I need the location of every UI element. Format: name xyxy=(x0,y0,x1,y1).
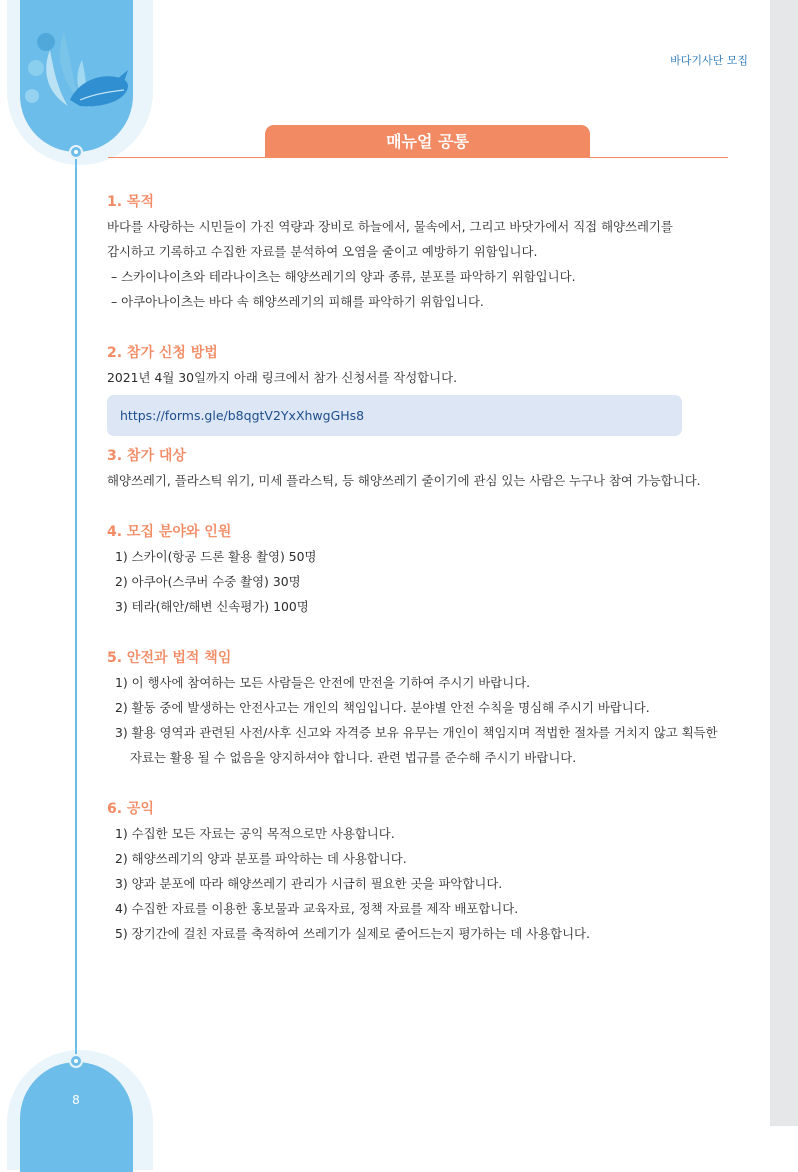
timeline-line xyxy=(75,152,77,1062)
public-item-5: 5) 장기간에 걸친 자료를 축적하여 쓰레기가 실제로 줄어드는지 평가하는 데 사용합니다. xyxy=(115,926,590,941)
purpose-line-1: 바다를 사랑하는 시민들이 가진 역량과 장비로 하늘에서, 물속에서, 그리고 바닷가에서 직접 해양쓰레기를 xyxy=(107,219,673,234)
timeline-dot-bottom xyxy=(69,1054,83,1068)
heading-application: 2. 참가 신청 방법 xyxy=(107,345,218,361)
timeline-dot-top xyxy=(69,145,83,159)
content xyxy=(107,190,737,946)
safety-item-1: 1) 이 행사에 참여하는 모든 사람들은 안전에 만전을 기하여 주시기 바랍니다. xyxy=(115,675,531,690)
heading-target: 3. 참가 대상 xyxy=(107,448,186,464)
recruitment-item-1: 1) 스카이(항공 드론 활용 촬영) 50명 xyxy=(115,549,317,564)
heading-recruitment: 4. 모집 분야와 인원 xyxy=(107,524,232,540)
right-margin-strip xyxy=(770,0,798,1126)
heading-public-interest: 6. 공익 xyxy=(107,801,154,817)
page-number: 8 xyxy=(72,1093,80,1107)
purpose-line-2: 감시하고 기록하고 수집한 자료를 분석하여 오염을 줄이고 예방하기 위함입니다. xyxy=(107,244,538,259)
bottom-tab xyxy=(20,1062,133,1172)
heading-purpose: 1. 목적 xyxy=(107,194,154,210)
purpose-bullet-2: – 아쿠아나이츠는 바다 속 해양쓰레기의 피해를 파악하기 위함입니다. xyxy=(111,294,484,309)
target-line: 해양쓰레기, 플라스틱 위기, 미세 플라스틱, 등 해양쓰레기 줄이기에 관심 있는 사람은 누구나 참여 가능합니다. xyxy=(107,473,701,488)
safety-item-2: 2) 활동 중에 발생하는 안전사고는 개인의 책임입니다. 분야별 안전 수칙을 명심해 주시기 바랍니다. xyxy=(115,700,650,715)
recruitment-item-2: 2) 아쿠아(스쿠버 수중 촬영) 30명 xyxy=(115,574,301,589)
public-item-4: 4) 수집한 자료를 이용한 홍보물과 교육자료, 정책 자료를 제작 배포합니다. xyxy=(115,901,519,916)
purpose-bullet-1: – 스카이나이츠와 테라나이츠는 해양쓰레기의 양과 종류, 분포를 파악하기 위함입니다. xyxy=(111,269,576,284)
heading-safety: 5. 안전과 법적 책임 xyxy=(107,650,232,666)
public-item-2: 2) 해양쓰레기의 양과 분포를 파악하는 데 사용합니다. xyxy=(115,851,407,866)
recruitment-item-3: 3) 테라(해안/해변 신속평가) 100명 xyxy=(115,599,309,614)
header-label: 바다기사단 모집 xyxy=(670,54,748,67)
whale-logo-icon xyxy=(20,20,135,120)
application-line: 2021년 4월 30일까지 아래 링크에서 참가 신청서를 작성합니다. xyxy=(107,370,458,385)
public-item-1: 1) 수집한 모든 자료는 공익 목적으로만 사용합니다. xyxy=(115,826,395,841)
safety-item-3: 3) 활용 영역과 관련된 사전/사후 신고와 자격증 보유 유무는 개인이 책임지며 적법한 절차를 거치지 않고 획득한 xyxy=(115,725,718,740)
safety-item-3-continuation: 자료는 활용 될 수 없음을 양지하셔야 합니다. 관련 법규를 준수해 주시기 바랍니다. xyxy=(130,750,577,765)
application-link[interactable]: https://forms.gle/b8qgtV2YxXhwgGHs8 xyxy=(107,395,682,436)
section-title: 매뉴얼 공통 xyxy=(265,125,590,158)
public-item-3: 3) 양과 분포에 따라 해양쓰레기 관리가 시급히 필요한 곳을 파악합니다. xyxy=(115,876,503,891)
section-divider xyxy=(108,157,728,158)
